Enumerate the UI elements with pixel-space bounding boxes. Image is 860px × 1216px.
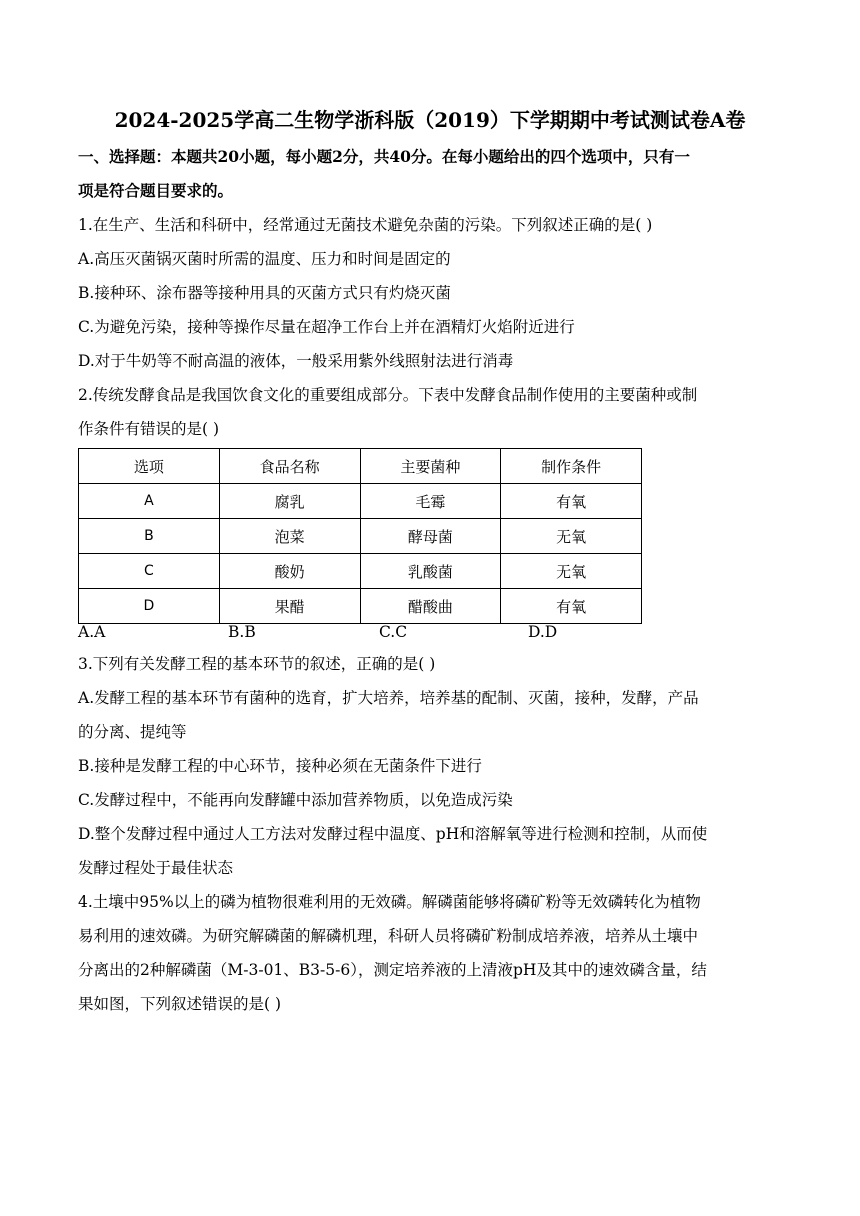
q3-option-d-line-1: D.整个发酵过程中通过人工方法对发酵过程中温度、pH和溶解氧等进行检测和控制，从而使 xyxy=(78,825,708,843)
q2-choice-a: A.A xyxy=(78,623,106,641)
table-header-cell: 食品名称 xyxy=(219,449,360,484)
table-cell: 乳酸菌 xyxy=(360,554,501,589)
table-cell: 毛霉 xyxy=(360,484,501,519)
table-cell: 有氧 xyxy=(501,484,642,519)
table-cell: 酵母菌 xyxy=(360,519,501,554)
table-header-cell: 选项 xyxy=(79,449,220,484)
table-cell: 腐乳 xyxy=(219,484,360,519)
table-header-cell: 主要菌种 xyxy=(360,449,501,484)
table-cell: C xyxy=(79,554,220,589)
q4-stem-line-1: 4.土壤中95%以上的磷为植物很难利用的无效磷。解磷菌能够将磷矿粉等无效磷转化为植物 xyxy=(78,893,701,911)
table-cell: A xyxy=(79,484,220,519)
exam-title: 2024-2025学高二生物学浙科版（2019）下学期期中考试测试卷A卷 xyxy=(114,108,746,132)
table-cell: 无氧 xyxy=(501,554,642,589)
table-row xyxy=(79,554,642,589)
q2-table xyxy=(78,448,642,624)
table-row xyxy=(79,589,642,624)
q3-option-b: B.接种是发酵工程的中心环节，接种必须在无菌条件下进行 xyxy=(78,757,482,775)
table-cell: 泡菜 xyxy=(219,519,360,554)
section-header-line-2: 项是符合题目要求的。 xyxy=(78,181,234,200)
q3-option-a-line-2: 的分离、提纯等 xyxy=(78,723,187,741)
table-cell: 酸奶 xyxy=(219,554,360,589)
q1-option-b: B.接种环、涂布器等接种用具的灭菌方式只有灼烧灭菌 xyxy=(78,284,451,302)
table-row xyxy=(79,484,642,519)
q4-stem-line-2: 易利用的速效磷。为研究解磷菌的解磷机理，科研人员将磷矿粉制成培养液，培养从土壤中 xyxy=(78,927,699,945)
q2-stem-line-1: 2.传统发酵食品是我国饮食文化的重要组成部分。下表中发酵食品制作使用的主要菌种或制 xyxy=(78,386,698,404)
table-cell: 有氧 xyxy=(501,589,642,624)
q1-option-c: C.为避免污染，接种等操作尽量在超净工作台上并在酒精灯火焰附近进行 xyxy=(78,318,575,336)
table-cell: D xyxy=(79,589,220,624)
table-header-row xyxy=(79,449,642,484)
q4-stem-line-3: 分离出的2种解磷菌（M-3-01、B3-5-6），测定培养液的上清液pH及其中的速效磷含量，结 xyxy=(78,961,707,979)
q1-stem: 1.在生产、生活和科研中，经常通过无菌技术避免杂菌的污染。下列叙述正确的是( ) xyxy=(78,216,653,234)
q3-option-d-line-2: 发酵过程处于最佳状态 xyxy=(78,859,234,877)
q3-option-c: C.发酵过程中，不能再向发酵罐中添加营养物质，以免造成污染 xyxy=(78,791,513,809)
q4-stem-line-4: 果如图，下列叙述错误的是( ) xyxy=(78,995,282,1013)
table-cell: 果醋 xyxy=(219,589,360,624)
q2-choice-b: B.B xyxy=(228,623,256,641)
section-header-line-1: 一、选择题：本题共20小题，每小题2分，共40分。在每小题给出的四个选项中，只有一 xyxy=(78,147,690,166)
table-row xyxy=(79,519,642,554)
q2-choice-c: C.C xyxy=(379,623,408,641)
q3-option-a-line-1: A.发酵工程的基本环节有菌种的选育，扩大培养，培养基的配制、灭菌，接种，发酵，产品 xyxy=(78,689,699,707)
table-cell: B xyxy=(79,519,220,554)
table-header-cell: 制作条件 xyxy=(501,449,642,484)
table-cell: 无氧 xyxy=(501,519,642,554)
q2-choice-d: D.D xyxy=(528,623,558,641)
q1-option-a: A.高压灭菌锅灭菌时所需的温度、压力和时间是固定的 xyxy=(78,250,451,268)
q1-option-d: D.对于牛奶等不耐高温的液体，一般采用紫外线照射法进行消毒 xyxy=(78,352,514,370)
q3-stem: 3.下列有关发酵工程的基本环节的叙述，正确的是( ) xyxy=(78,655,436,673)
q2-stem-line-2: 作条件有错误的是( ) xyxy=(78,420,220,438)
table-cell: 醋酸曲 xyxy=(360,589,501,624)
